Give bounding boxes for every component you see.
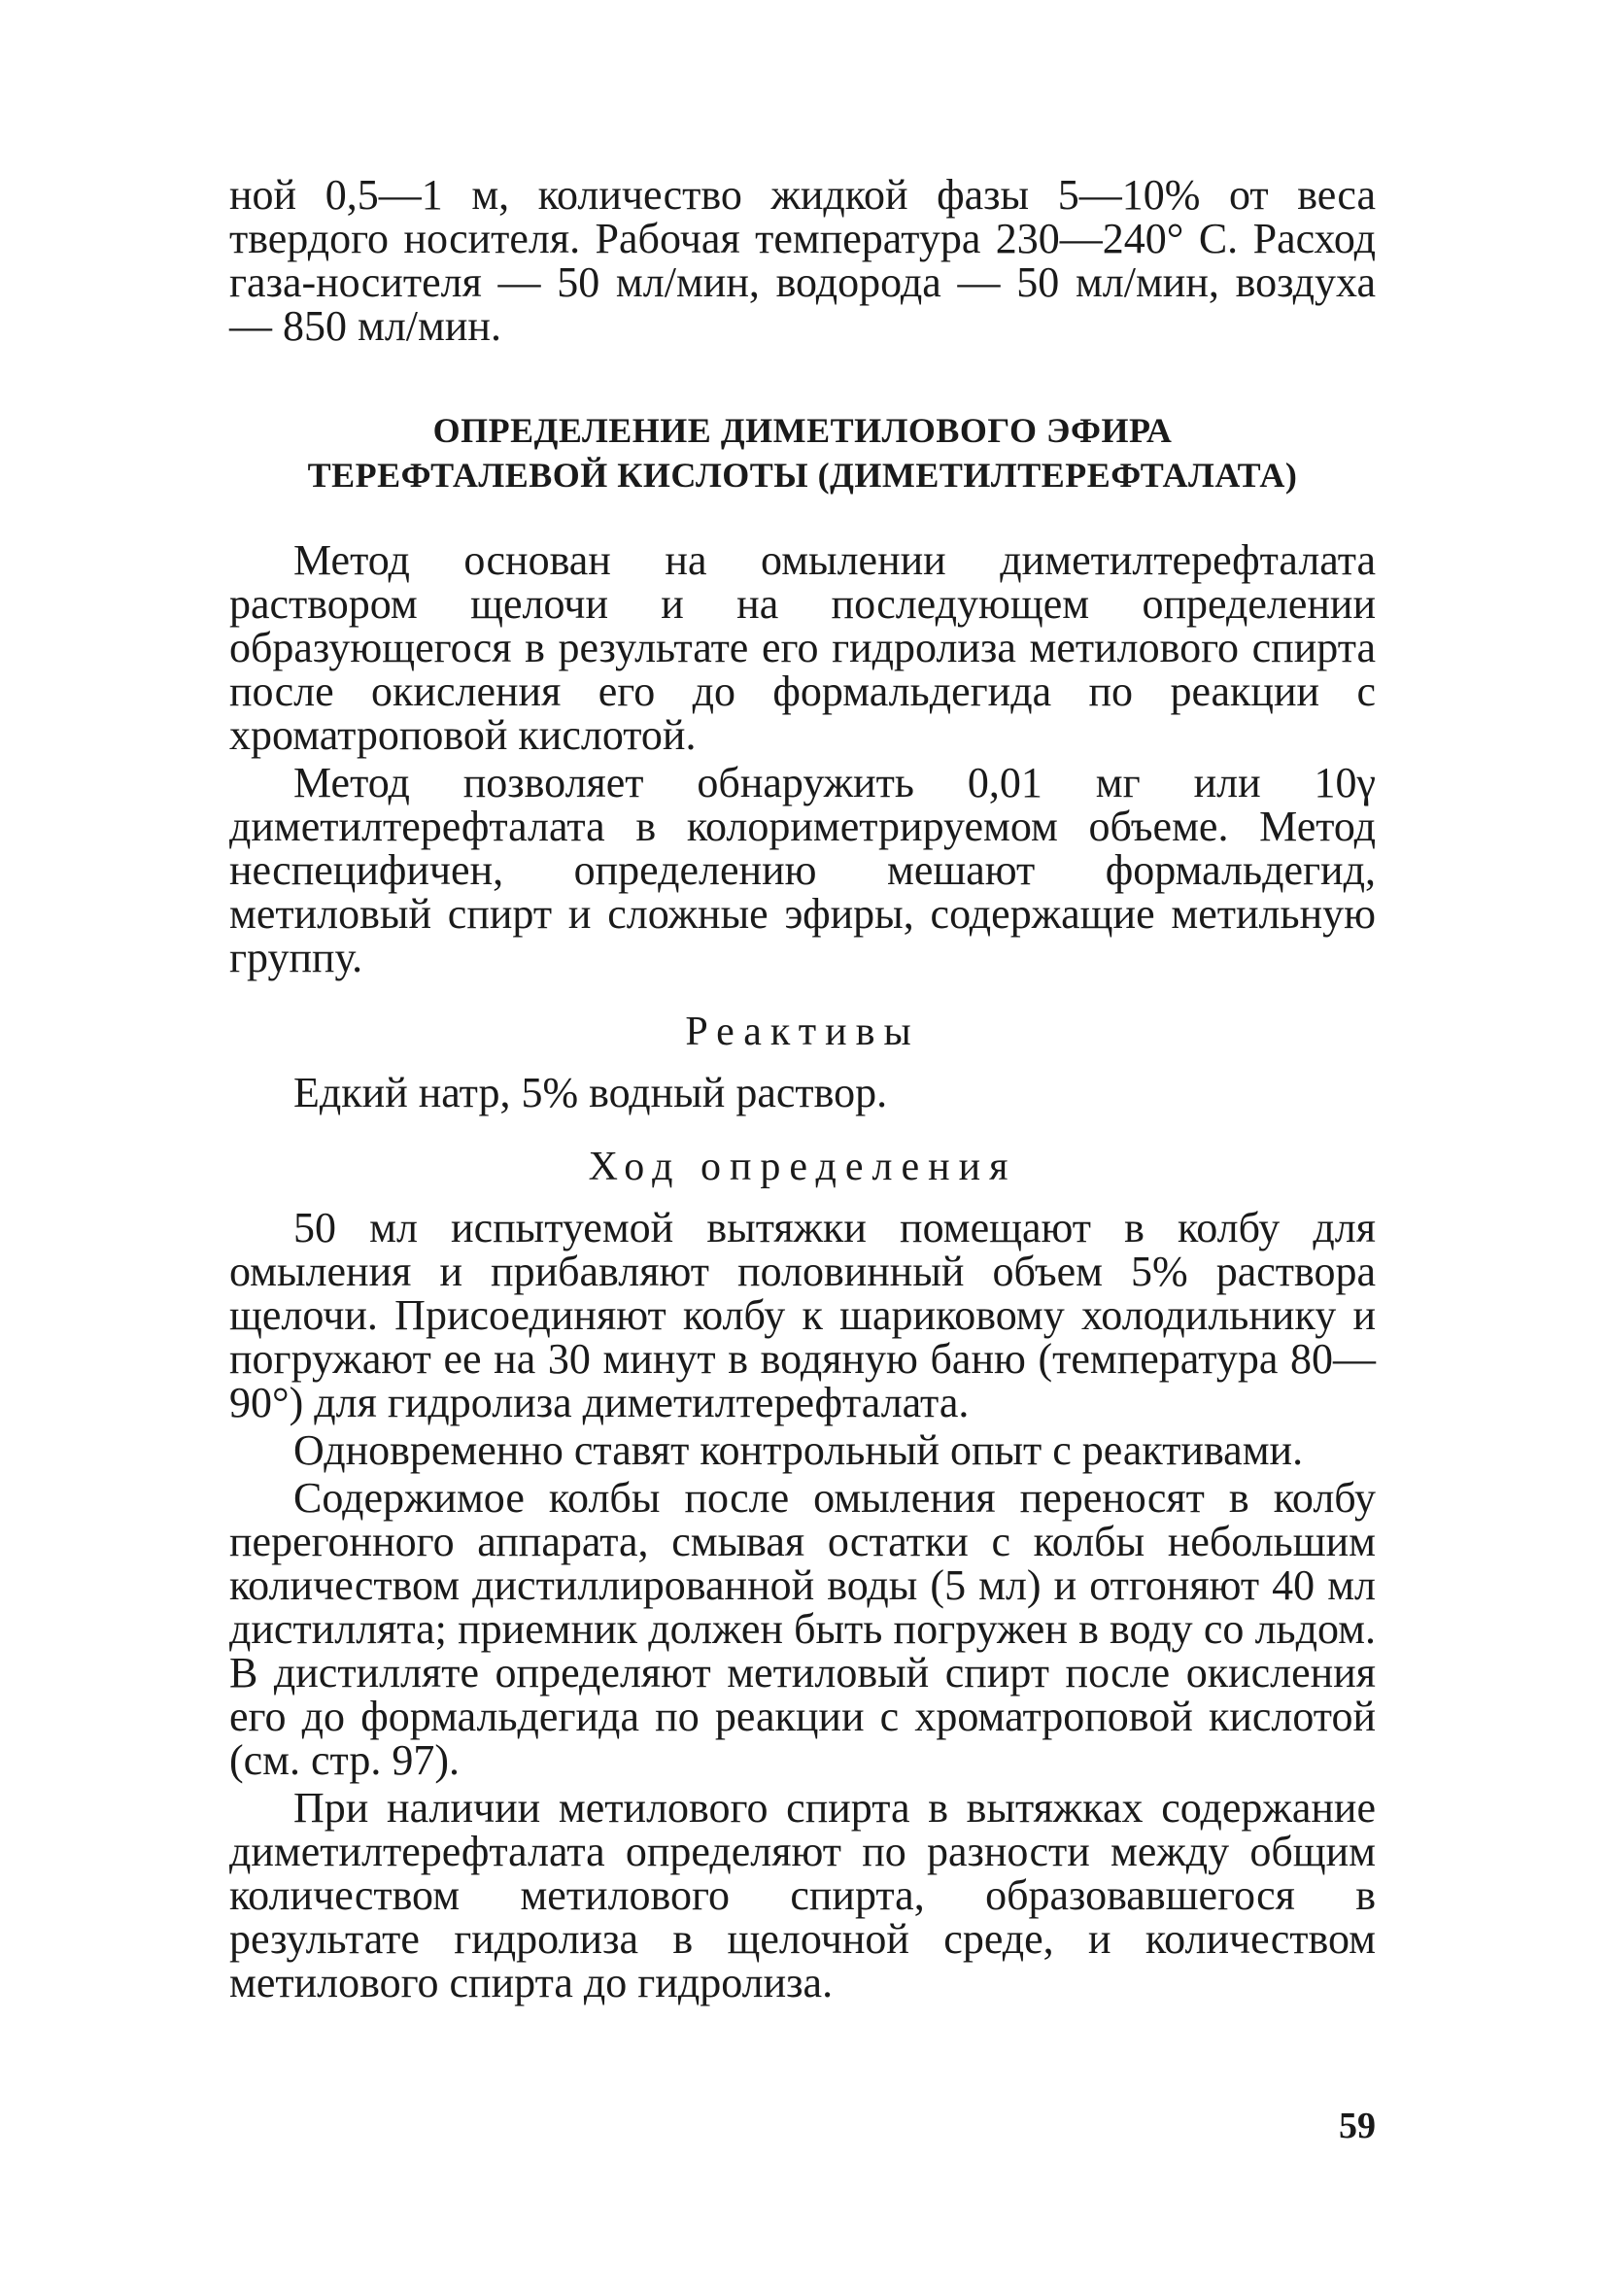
- procedure-paragraph-2: Одновременно ставят контрольный опыт с реактивами.: [293, 1426, 1304, 1474]
- section-title: [229, 408, 1376, 497]
- procedure-paragraph-1: 50 мл испытуемой вытяжки помещают в колбу для омыления и прибавляют половинный объем 5% раствора щелочи. Присоединяют колбу к шариковому холодильнику и погружают ее на 30 минут в водяную баню (температура 80—90°) для гидролиза диметилтерефталата.: [229, 1204, 1376, 1426]
- intro-paragraph: ной 0,5—1 м, количество жидкой фазы 5—10% от веса твердого носителя. Рабочая температура 230—240° С. Расход газа-носителя — 50 мл/мин, водорода — 50 мл/мин, воздуха — 850 мл/мин.: [229, 171, 1376, 350]
- section-title-line-2: ТЕРЕФТАЛЕВОЙ КИСЛОТЫ (ДИМЕТИЛТЕРЕФТАЛАТА): [307, 456, 1298, 495]
- page-number: 59: [1339, 2106, 1376, 2146]
- method-paragraph-1: Метод основан на омылении диметилтерефталата раствором щелочи и на последующем определении образующегося в результате его гидролиза метилового спирта после окисления его до формальдегида по реакции с хроматроповой кислотой.: [229, 536, 1376, 759]
- page-body: [229, 173, 1376, 2008]
- method-paragraph-2: Метод позволяет обнаружить 0,01 мг или 10γ диметилтерефталата в колориметрируемом объеме. Метод неспецифичен, определению мешают формальдегид, метиловый спирт и сложные эфиры, содержащие метильную группу.: [229, 759, 1376, 981]
- procedure-paragraph-4: При наличии метилового спирта в вытяжках содержание диметилтерефталата определяют по разности между общим количеством метилового спирта, образовавшегося в результате гидролиза в щелочной среде, и количеством метилового спирта до гидролиза.: [229, 1784, 1376, 2006]
- reagents-heading: Реактивы: [685, 1010, 920, 1054]
- procedure-paragraph-3: Содержимое колбы после омыления переносят в колбу перегонного аппарата, смывая остатки с колбы небольшим количеством дистиллированной воды (5 мл) и отгоняют 40 мл дистиллята; приемник должен быть погружен в воду со льдом. В дистилляте определяют метиловый спирт после окисления его до формальдегида по реакции с хроматроповой кислотой (см. стр. 97).: [229, 1474, 1376, 1784]
- reagents-text: Едкий натр, 5% водный раствор.: [293, 1069, 888, 1116]
- section-title-line-1: ОПРЕДЕЛЕНИЕ ДИМЕТИЛОВОГО ЭФИРА: [432, 411, 1173, 450]
- procedure-heading: Ход определения: [588, 1145, 1017, 1189]
